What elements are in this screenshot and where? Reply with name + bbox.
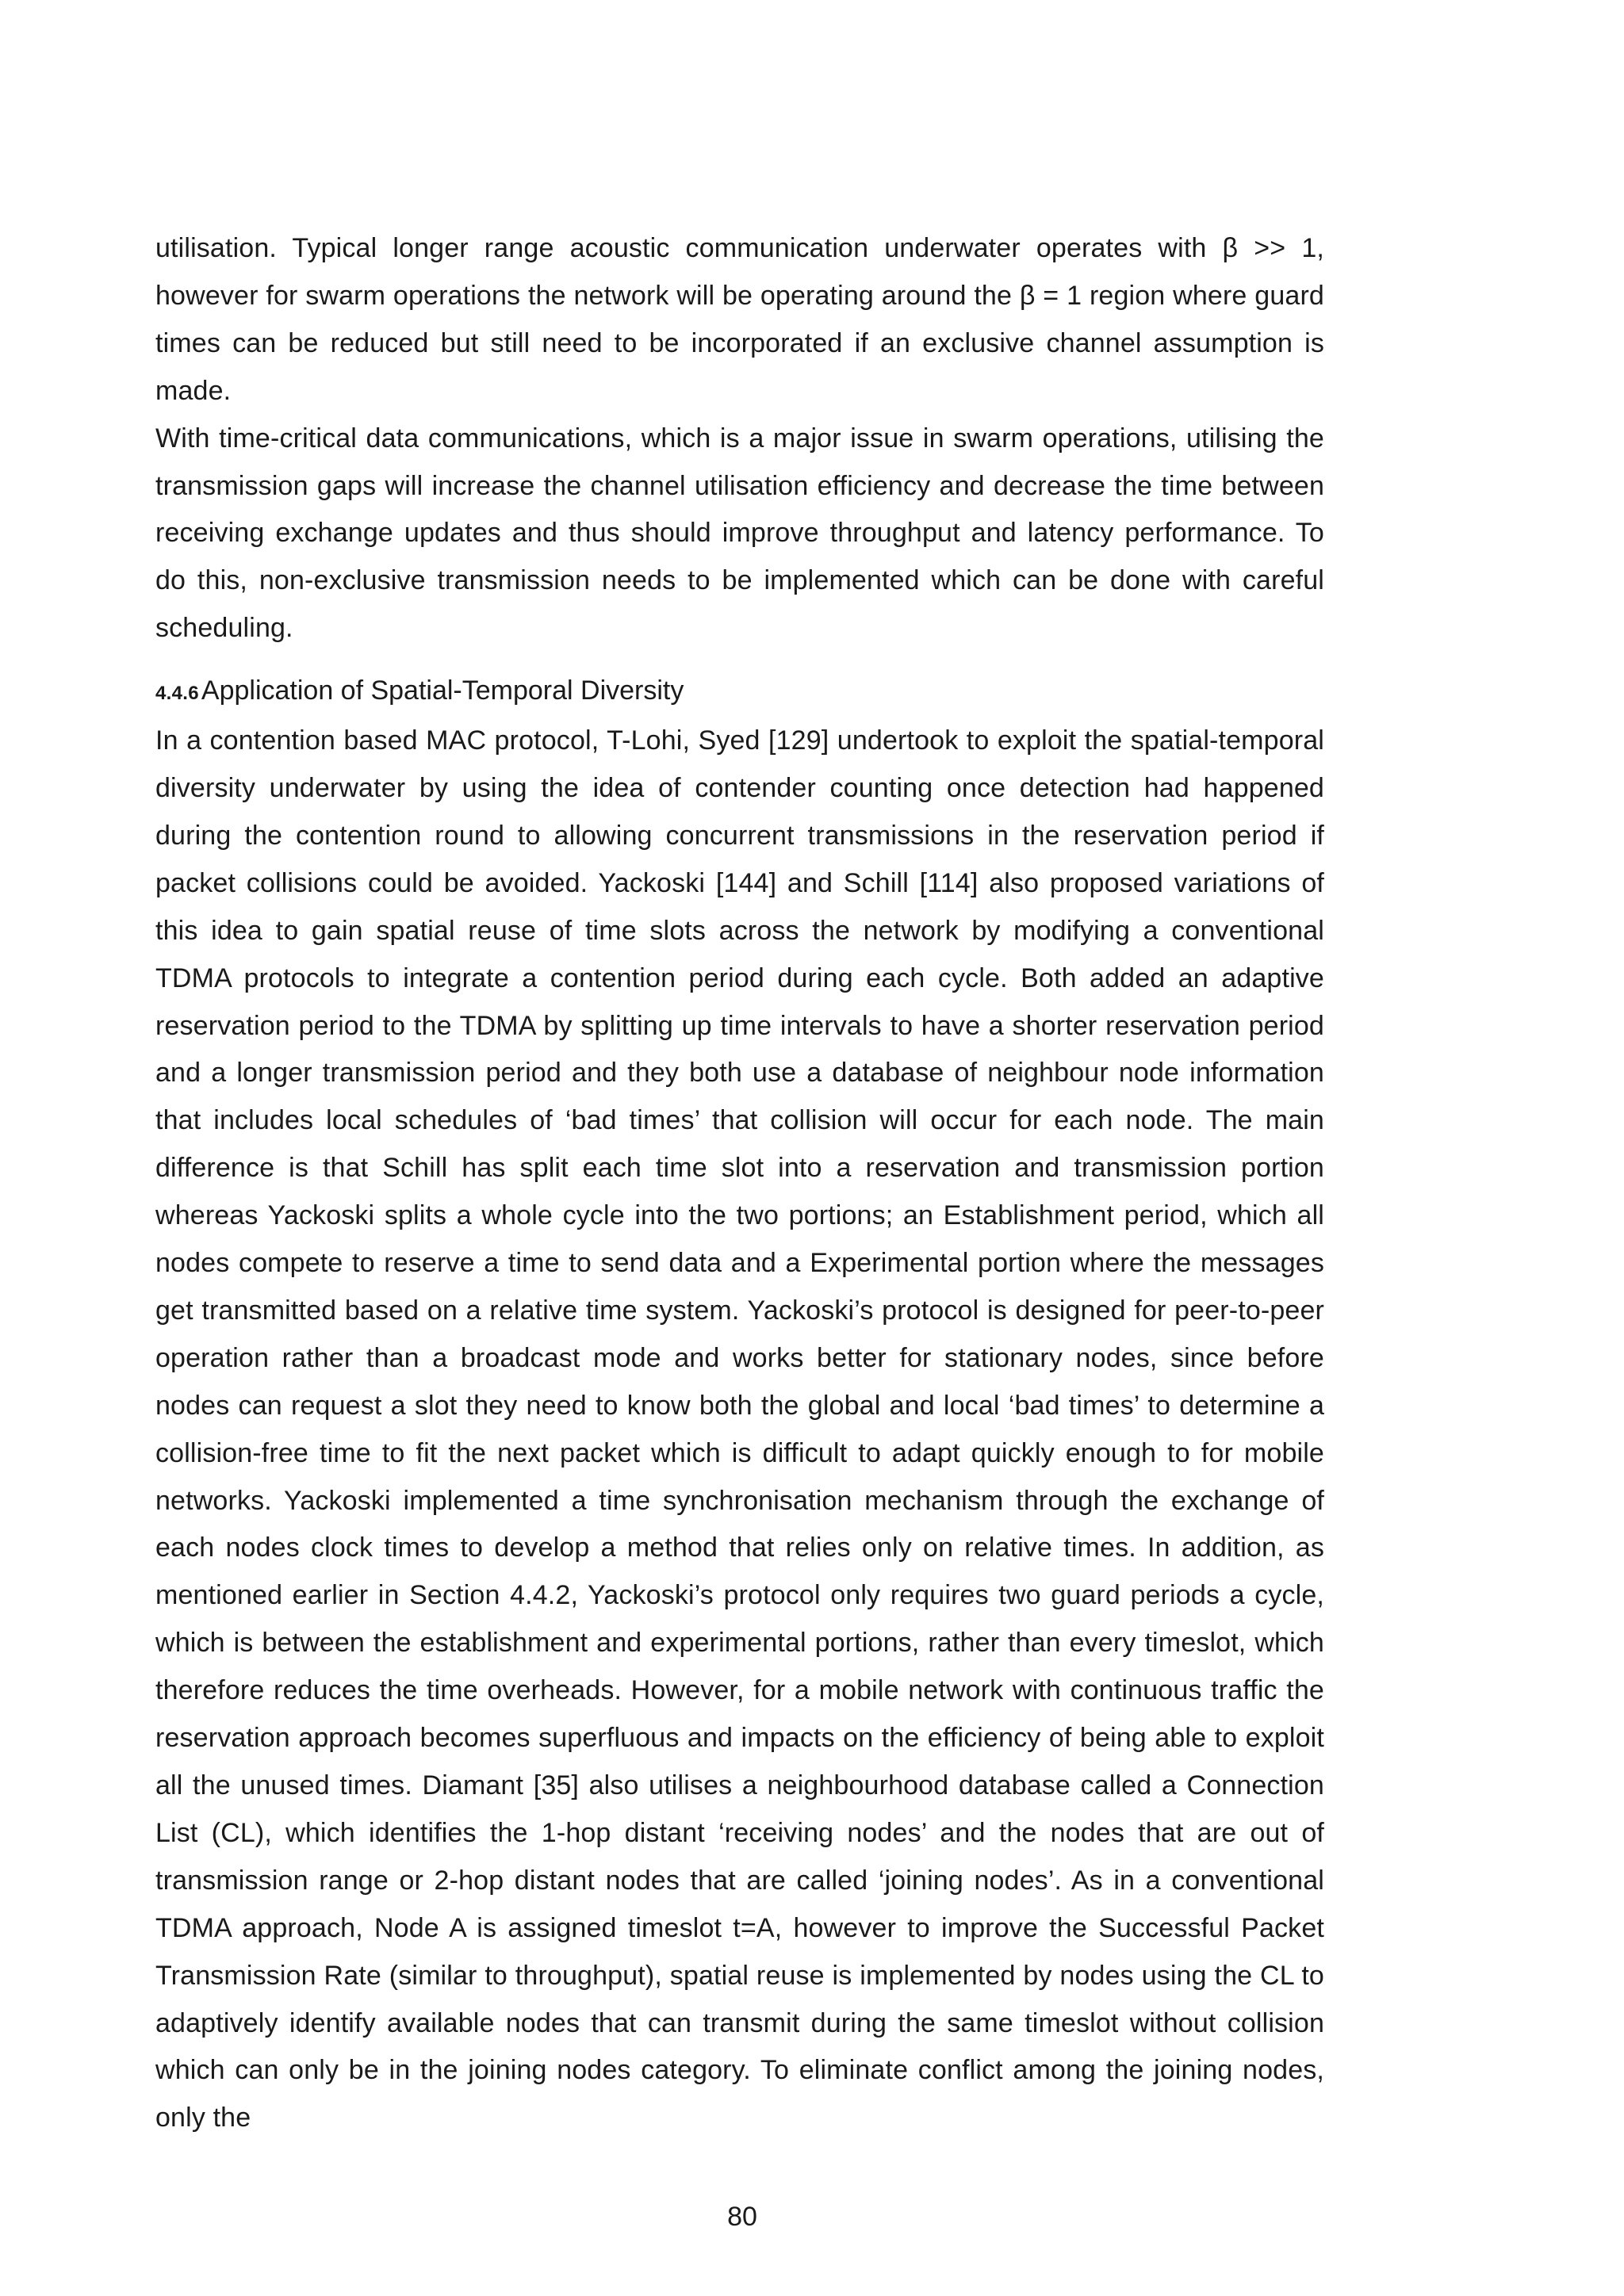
paragraph-contention-mac: In a contention based MAC protocol, T-Lohi, Syed [129] undertook to exploit the spatial-temporal diversity underwater by using the idea of contender counting once detection had happened during the contention round to allowing concurrent transmissions in the reservation period if packet collisions could be avoided. Yackoski [144] and Schill [114] also proposed variations of this idea to gain spatial reuse of time slots across the network by modifying a conventional TDMA protocols to integrate a contention period during each cycle. Both added an adaptive reservation period to the TDMA by splitting up time intervals to have a shorter reservation period and a longer transmission period and they both use a database of neighbour node information that includes local schedules of ‘bad times’ that collision will occur for each node. The main difference is that Schill has split each time slot into a reservation and transmission portion whereas Yackoski splits a whole cycle into the two portions; an Establishment period, which all nodes compete to reserve a time to send data and a Experimental portion where the messages get transmitted based on a relative time system. Yackoski’s protocol is designed for peer-to-peer operation rather than a broadcast mode and works better for stationary nodes, since before nodes can request a slot they need to know both the global and local ‘bad times’ to determine a collision-free time to fit the next packet which is difficult to adapt quickly enough to for mobile networks. Yackoski implemented a time synchronisation mechanism through the exchange of each nodes clock times to develop a method that relies only on relative times. In addition, as mentioned earlier in Section 4.4.2, Yackoski’s protocol only requires two guard periods a cycle, which is between the establishment and experimental portions, rather than every timeslot, which therefore reduces the time overheads. However, for a mobile network with continuous traffic the reservation approach becomes superfluous and impacts on the efficiency of being able to exploit all the unused times. Diamant [35] also utilises a neighbourhood database called a Connection List (CL), which identifies the 1-hop distant ‘receiving nodes’ and the nodes that are out of transmission range or 2-hop distant nodes that are called ‘joining nodes’. As in a conventional TDMA approach, Node A is assigned timeslot t=A, however to improve the Successful Packet Transmission Rate (similar to throughput), spatial reuse is implemented by nodes using the CL to adaptively identify available nodes that can transmit during the same timeslot without collision which can only be in the joining nodes category. To eliminate conflict among the joining nodes, only the: [155, 725, 1324, 2133]
page-body: [155, 225, 1324, 2142]
section-number: 4.4.6: [155, 683, 199, 705]
paragraph-utilisation: utilisation. Typical longer range acoustic communication underwater operates with β >> 1, however for swarm operations the network will be operating around the β = 1 region where guard times can be reduced but still need to be incorporated if an exclusive channel assumption is made.: [155, 233, 1324, 406]
section-title: Application of Spatial-Temporal Diversity: [201, 675, 684, 706]
section-heading: [155, 668, 1324, 718]
page-number: 80: [727, 2202, 757, 2232]
paragraph-time-critical: With time-critical data communications, which is a major issue in swarm operations, utilising the transmission gaps will increase the channel utilisation efficiency and decrease the time between receiving exchange updates and thus should improve throughput and latency performance. To do this, non-exclusive transmission needs to be implemented which can be done with careful scheduling.: [155, 423, 1324, 644]
